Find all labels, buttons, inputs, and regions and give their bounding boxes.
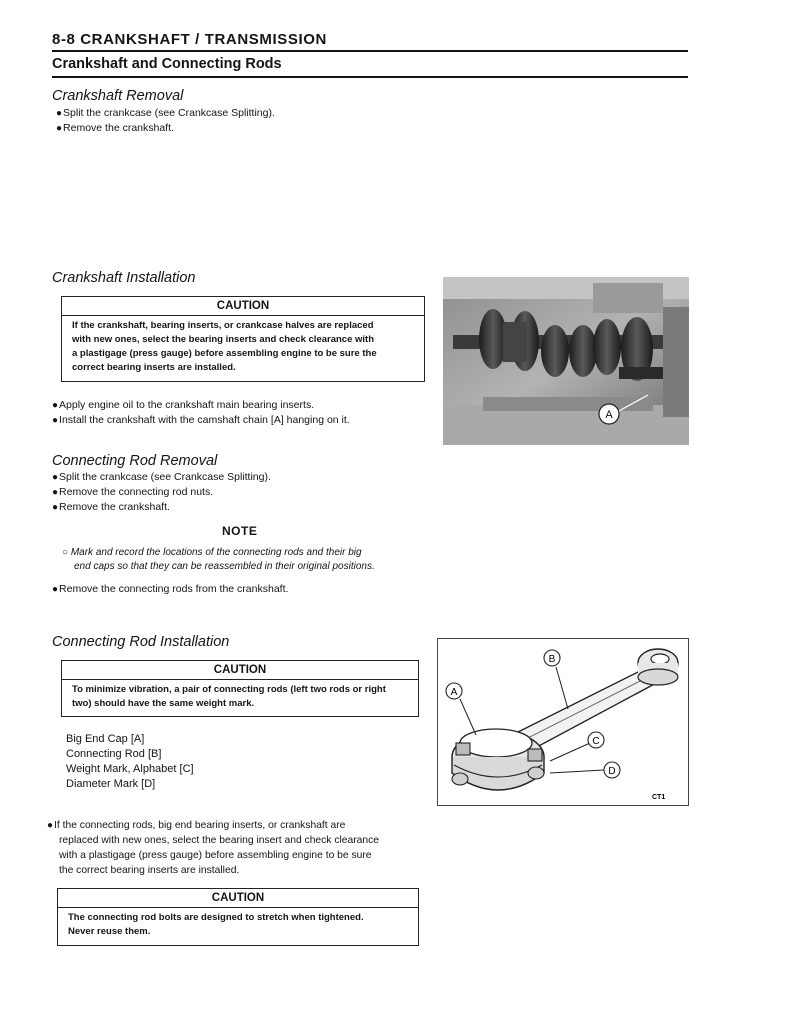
caution-title: CAUTION [62,297,424,316]
crankshaft-removal-heading: Crankshaft Removal [52,88,184,104]
list-item: Weight Mark, Alphabet [C] [66,763,194,775]
note-title: NOTE [222,524,258,538]
photo-callout-a: A [605,409,613,421]
list-item: Connecting Rod [B] [66,748,162,760]
rod-removal-bullets [52,470,271,515]
section-title: Crankshaft and Connecting Rods [52,56,282,72]
caution-title: CAUTION [62,661,418,680]
page-title: 8-8 CRANKSHAFT / TRANSMISSION [52,31,327,48]
note-text: ○ Mark and record the locations of the connecting rods and their big end caps so that they can be reassembled in their original positions. [62,547,375,572]
connecting-rod-figure [437,638,689,806]
caution-box [57,888,419,946]
list-item: ●Split the crankcase (see Crankcase Splitting). [56,107,275,119]
removal-bullets [56,106,275,136]
figure-label-a: A [450,687,458,698]
list-item: ●Split the crankcase (see Crankcase Splitting). [52,471,271,483]
list-item: ●Remove the crankshaft. [52,501,170,513]
list-item: ●Remove the connecting rod nuts. [52,486,214,498]
figure-legend [66,732,194,792]
figure-label-c: C [592,736,600,747]
figure-label-d: D [608,766,616,777]
caution-text: The connecting rod bolts are designed to stretch when tightened. Never reuse them. [68,912,364,937]
rod-installation-heading: Connecting Rod Installation [52,634,230,650]
list-item: ●Install the crankshaft with the camshaft chain [A] hanging on it. [52,414,350,426]
list-item: ●Remove the connecting rods from the crankshaft. [52,583,289,595]
caution-text: To minimize vibration, a pair of connecting rods (left two rods or right two) should have the same weight mark. [72,684,386,709]
list-item: ●Remove the crankshaft. [56,122,174,134]
list-item: ●Apply engine oil to the crankshaft main bearing inserts. [52,399,315,411]
list-item: Diameter Mark [D] [66,778,156,790]
rod-removal-heading: Connecting Rod Removal [52,453,218,469]
crankshaft-installation-heading: Crankshaft Installation [52,270,196,286]
caution-box [61,660,419,717]
rod-install-paragraph: ●If the connecting rods, big end bearing inserts, or crankshaft are replaced with new ones, select the bearing insert and check clearance with a plastigage (press gauge) before assembling engine to be sure the correct bearing inserts are installed. [47,820,379,876]
installation-bullets [52,398,350,428]
crankshaft-photo [443,277,689,445]
caution-box [61,296,425,382]
caution-text: If the crankshaft, bearing inserts, or crankcase halves are replaced with new ones, select the bearing inserts and check clearance with a plastigage (press gauge) before assembling engine to be sure the correct bearing inserts are installed. [72,320,377,373]
list-item: Big End Cap [A] [66,733,145,745]
figure-label-b: B [548,654,556,665]
header-rule [52,50,688,52]
caution-title: CAUTION [58,889,418,908]
figure-code: CT1 [652,794,666,801]
subtitle-rule [52,76,688,78]
